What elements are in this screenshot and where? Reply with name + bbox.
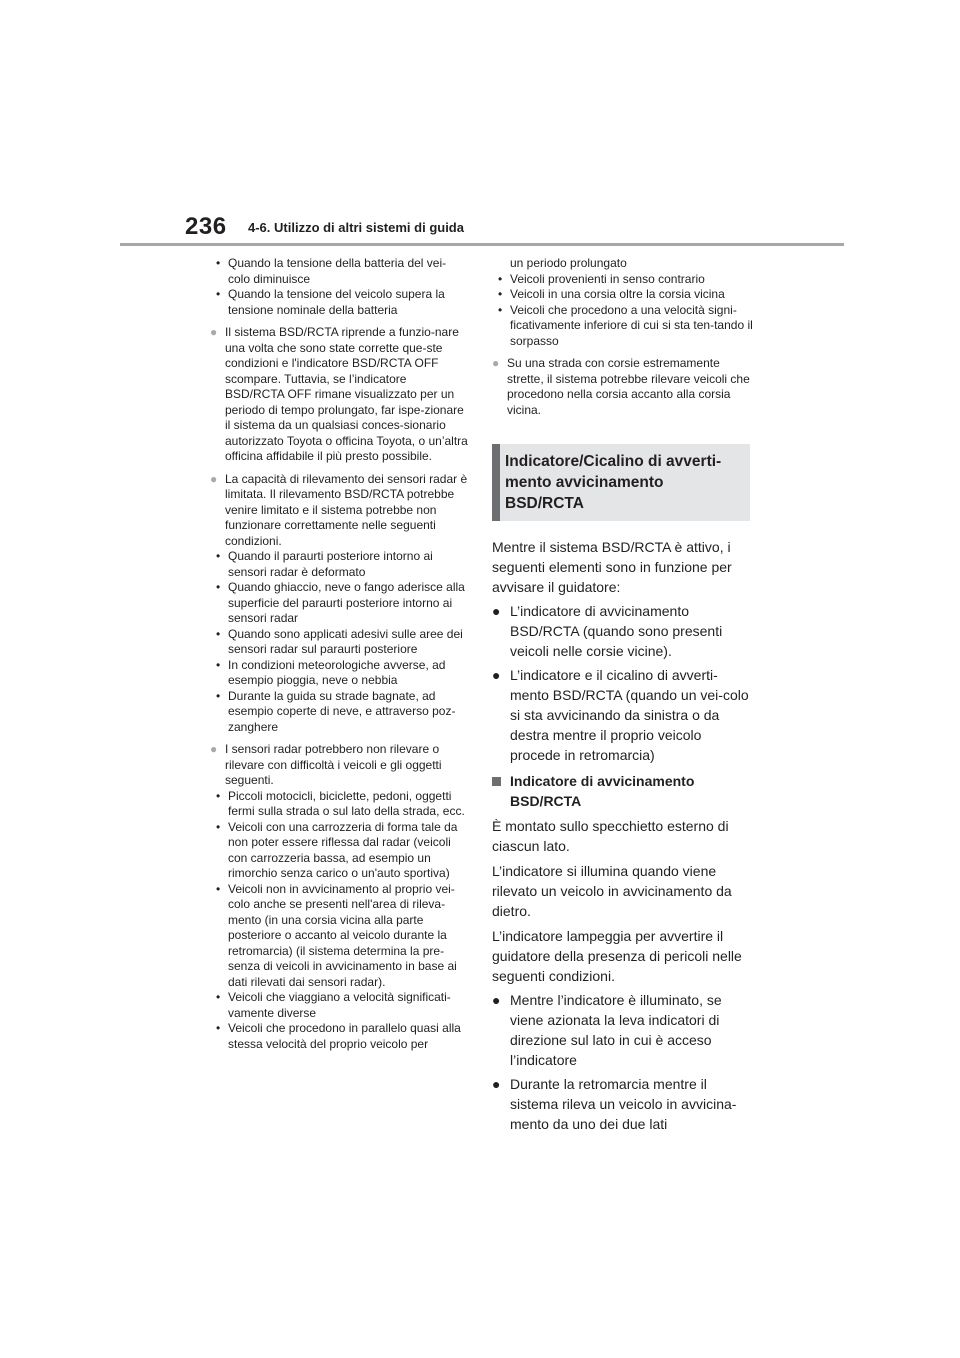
left-column [210,256,468,1052]
list-item: • Veicoli con una carrozzeria di forma tale da non poter essere riflessa dal radar (veicoli con carrozzeria bassa, ad esempio un rimorchio senza carico o un'auto sportiva) [216,819,458,880]
list-item: ● Mentre l’indicatore è illuminato, se viene azionata la leva indicatori di direzione sul lato in cui è acceso l’indicatore [492,992,722,1068]
bullet-marker: • [216,256,221,270]
list-item: • Quando la tensione del veicolo supera la tensione nominale della batteria [216,287,445,317]
round-bullet-icon: ● [210,742,218,756]
round-bullet-icon: ● [492,356,500,370]
list-item: • Veicoli in una corsia oltre la corsia vicina [498,287,725,301]
header-rule [120,243,844,246]
square-bullet-icon [492,777,501,786]
list-item: • Veicoli non in avvicinamento al proprio vei-colo anche se presenti nell'area di rileva-mento (in una corsia vicina alla parte posteriore o accanto al veicolo durante la retromarcia) (il sistema determina la pre-senza di veicoli in avvicinamento in base ai dati rilevati dai sensori radar). [216,881,457,989]
list-item: • Quando ghiaccio, neve o fango aderisce alla superficie del paraurti posteriore intorno ai sensori radar [216,580,465,625]
list-item: • Quando sono applicati adesivi sulle aree dei sensori radar sul paraurti posteriore [216,626,463,656]
note-paragraph: ● Su una strada con corsie estremamente strette, il sistema potrebbe rilevare veicoli che procedono nella corsia accanto alla corsia vicina. [492,356,750,417]
list-item: • Veicoli che procedono a una velocità signi-ficativamente inferiore di cui si sta ten-tando il sorpasso [498,302,753,348]
section-heading-text: Indicatore/Cicalino di avverti-mento avvicinamento BSD/RCTA [505,453,722,512]
note-paragraph: ● La capacità di rilevamento dei sensori radar è limitata. Il rilevamento BSD/RCTA potrebbe venire limitato e il sistema potrebbe non funzionare correttamente nelle seguenti condizioni. [210,471,468,548]
subheading: Indicatore di avvicinamento BSD/RCTA [492,771,754,811]
bullet-icon: ● [492,667,501,683]
list-item: • Durante la guida su strade bagnate, ad esempio coperte di neve, e attraverso poz-zanghere [216,688,456,734]
list-item: ● Durante la retromarcia mentre il sistema rileva un veicolo in avvicina-mento da uno dei due lati [492,1076,737,1132]
body-paragraph: L’indicatore si illumina quando viene rilevato un veicolo in avvicinamento da dietro. [492,863,732,919]
intro-paragraph: Mentre il sistema BSD/RCTA è attivo, i seguenti elementi sono in funzione per avvisare il guidatore: [492,539,732,595]
page-number: 236 [185,213,227,240]
heading-accent-bar [492,444,500,521]
note-paragraph: ● I sensori radar potrebbero non rilevare o rilevare con difficoltà i veicoli e gli oggetti seguenti. [210,742,442,787]
list-item: • Quando il paraurti posteriore intorno ai sensori radar è deformato [216,549,433,579]
note-paragraph: ● Il sistema BSD/RCTA riprende a funzio-nare una volta che sono state corrette que-ste condizioni e l'indicatore BSD/RCTA OFF scompare. Tuttavia, se l’indicatore BSD/RCTA OFF rimane visualizzato per un periodo di tempo prolungato, far ispe-zionare il sistema da un qualsiasi conces-sionario autorizzato Toyota o officina Toyota, o un’altra officina affidabile il più presto possibile. [210,325,468,463]
bullet-icon: ● [492,603,501,619]
body-paragraph: È montato sullo specchietto esterno di ciascun lato. [492,818,729,854]
bullet-icon: ● [492,992,501,1008]
body-paragraph: L’indicatore lampeggia per avvertire il guidatore della presenza di pericoli nelle seguenti condizioni. [492,928,742,984]
list-item: • Quando la tensione della batteria del vei-colo diminuisce [216,256,447,286]
list-item: ● L’indicatore e il cicalino di avverti-mento BSD/RCTA (quando un vei-colo si sta avvicinando da sinistra o da destra mentre il proprio veicolo procede in retromarcia) [492,667,749,763]
list-item: • In condizioni meteorologiche avverse, ad esempio pioggia, neve o nebbia [216,657,446,687]
list-item: • Veicoli provenienti in senso contrario [498,271,705,286]
bullet-marker: • [216,287,221,301]
list-item: • Veicoli che procedono in parallelo quasi alla stessa velocità del proprio veicolo per [216,1021,461,1051]
page-header [0,0,960,250]
continued-text: un periodo prolungato [510,256,627,270]
section-heading [492,444,750,521]
list-item: • Veicoli che viaggiano a velocità significati-vamente diverse [216,990,451,1020]
list-item: • Piccoli motocicli, biciclette, pedoni, oggetti fermi sulla strada o sul lato della strada, ecc. [216,788,465,818]
bullet-icon: ● [492,1076,501,1092]
round-bullet-icon: ● [210,471,218,486]
round-bullet-icon: ● [210,325,218,339]
section-title: 4-6. Utilizzo di altri sistemi di guida [248,220,464,235]
list-item: ● L’indicatore di avvicinamento BSD/RCTA (quando sono presenti veicoli nelle corsie vicine). [492,603,723,659]
right-column [492,256,754,1134]
